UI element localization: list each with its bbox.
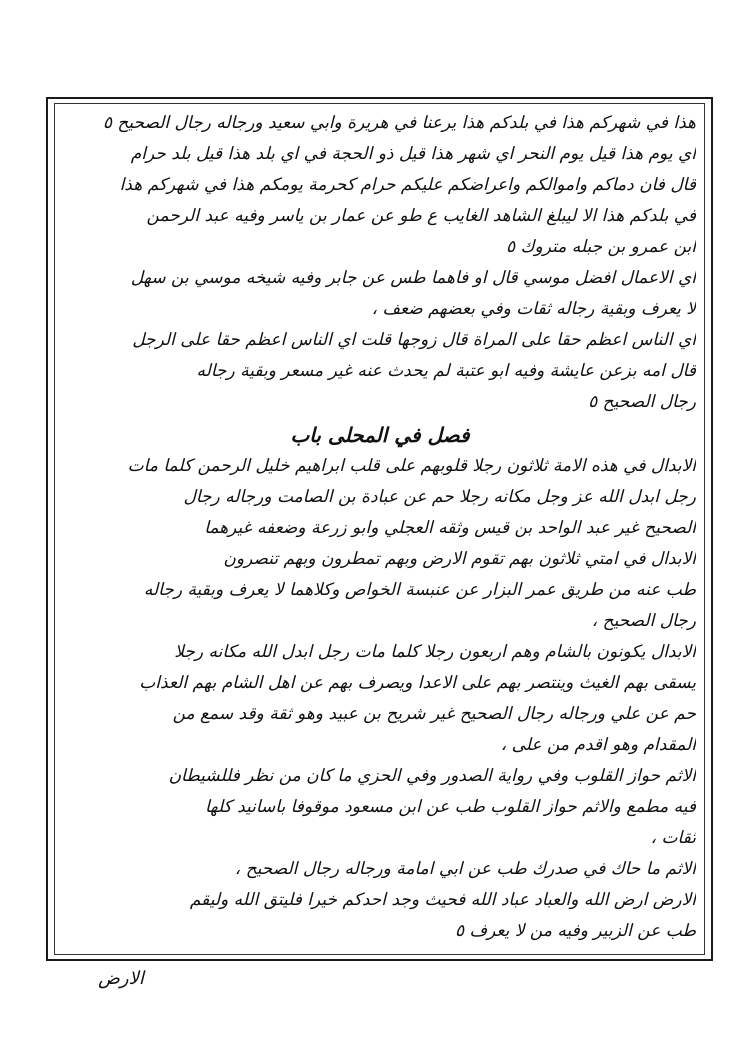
text-line: قال امه بزعن عايشة وفيه ابو عتبة لم يحدث عنه غير مسعر وبقية رجاله [196,361,696,381]
catchword: الارض [98,968,144,989]
text-line: الصحيح غير عبد الواحد بن قيس وثقه العجلي وابو زرعة وضعفه غيرهما [204,518,696,538]
text-line: رجال الصحيح ، [591,611,696,631]
text-line: ابن عمرو بن جبله متروك ٥ [505,237,696,257]
manuscript-text-block [64,108,696,953]
text-line: المقدام وهو اقدم من على ، [500,735,696,755]
text-line: الابدال يكونون بالشام وهم اربعون رجلا كلما مات رجل ابدل الله مكانه رجلا [174,642,696,662]
text-line: الابدال في امتي ثلاثون بهم تقوم الارض وبهم تمطرون وبهم تنصرون [223,549,696,569]
text-line: هذا في شهركم هذا في بلدكم هذا يرعنا في هريرة وابي سعيد ورجاله رجال الصحيح ٥ [102,113,696,133]
text-line: اي يوم هذا قيل يوم النحر اي شهر هذا قيل ذو الحجة في اي بلد هذا قيل بلد حرام [130,144,696,164]
text-line: حم عن علي ورجاله رجال الصحيح غير شريح بن عبيد وهو ثقة وقد سمع من [172,704,696,724]
text-line: لا يعرف وبقية رجاله ثقات وفي بعضهم ضعف ، [371,299,696,319]
text-line: اي الاعمال افضل موسي قال او فاهما طس عن جابر وفيه شيخه موسي بن سهل [130,268,696,288]
text-line: اي الناس اعظم حقا على المراة قال زوجها قلت اي الناس اعظم حقا على الرجل [132,330,696,350]
text-line: الاثم حواز القلوب وفي رواية الصدور وفي الحزي ما كان من نظر فللشيطان [168,766,696,786]
text-line: الارض ارض الله والعباد عباد الله فحيث وجد احدكم خيرا فليتق الله وليقم [189,890,696,910]
text-line: ثقات ، [650,828,696,848]
text-line: فيه مطمع والاثم حواز القلوب طب عن ابن مسعود موقوفا باسانيد كلها [204,797,696,817]
text-line: رجل ابدل الله عز وجل مكانه رجلا حم عن عبادة بن الصامت ورجاله رجال [183,487,696,507]
text-line: الاثم ما حاك في صدرك طب عن ابي امامة ورجاله رجال الصحيح ، [234,859,696,879]
text-line: رجال الصحيح ٥ [588,392,696,412]
text-line: الابدال في هذه الامة ثلاثون رجلا قلوبهم على قلب ابراهيم خليل الرحمن كلما مات [127,456,696,476]
text-line: في بلدكم هذا الا ليبلغ الشاهد الغايب ع طو عن عمار بن ياسر وفيه عبد الرحمن [146,206,696,226]
section-heading: فصل في المحلى باب [290,423,470,447]
text-line: يسقى بهم الغيث وينتصر بهم على الاعدا ويصرف بهم عن اهل الشام بهم العذاب [139,673,696,693]
text-line: قال فان دماكم واموالكم واعراضكم عليكم حرام كحرمة يومكم هذا في شهركم هذا [119,175,696,195]
text-line: طب عنه من طريق عمر البزار عن عنبسة الخواص وكلاهما لا يعرف وبقية رجاله [143,580,696,600]
text-line: طب عن الزبير وفيه من لا يعرف ٥ [454,921,696,941]
